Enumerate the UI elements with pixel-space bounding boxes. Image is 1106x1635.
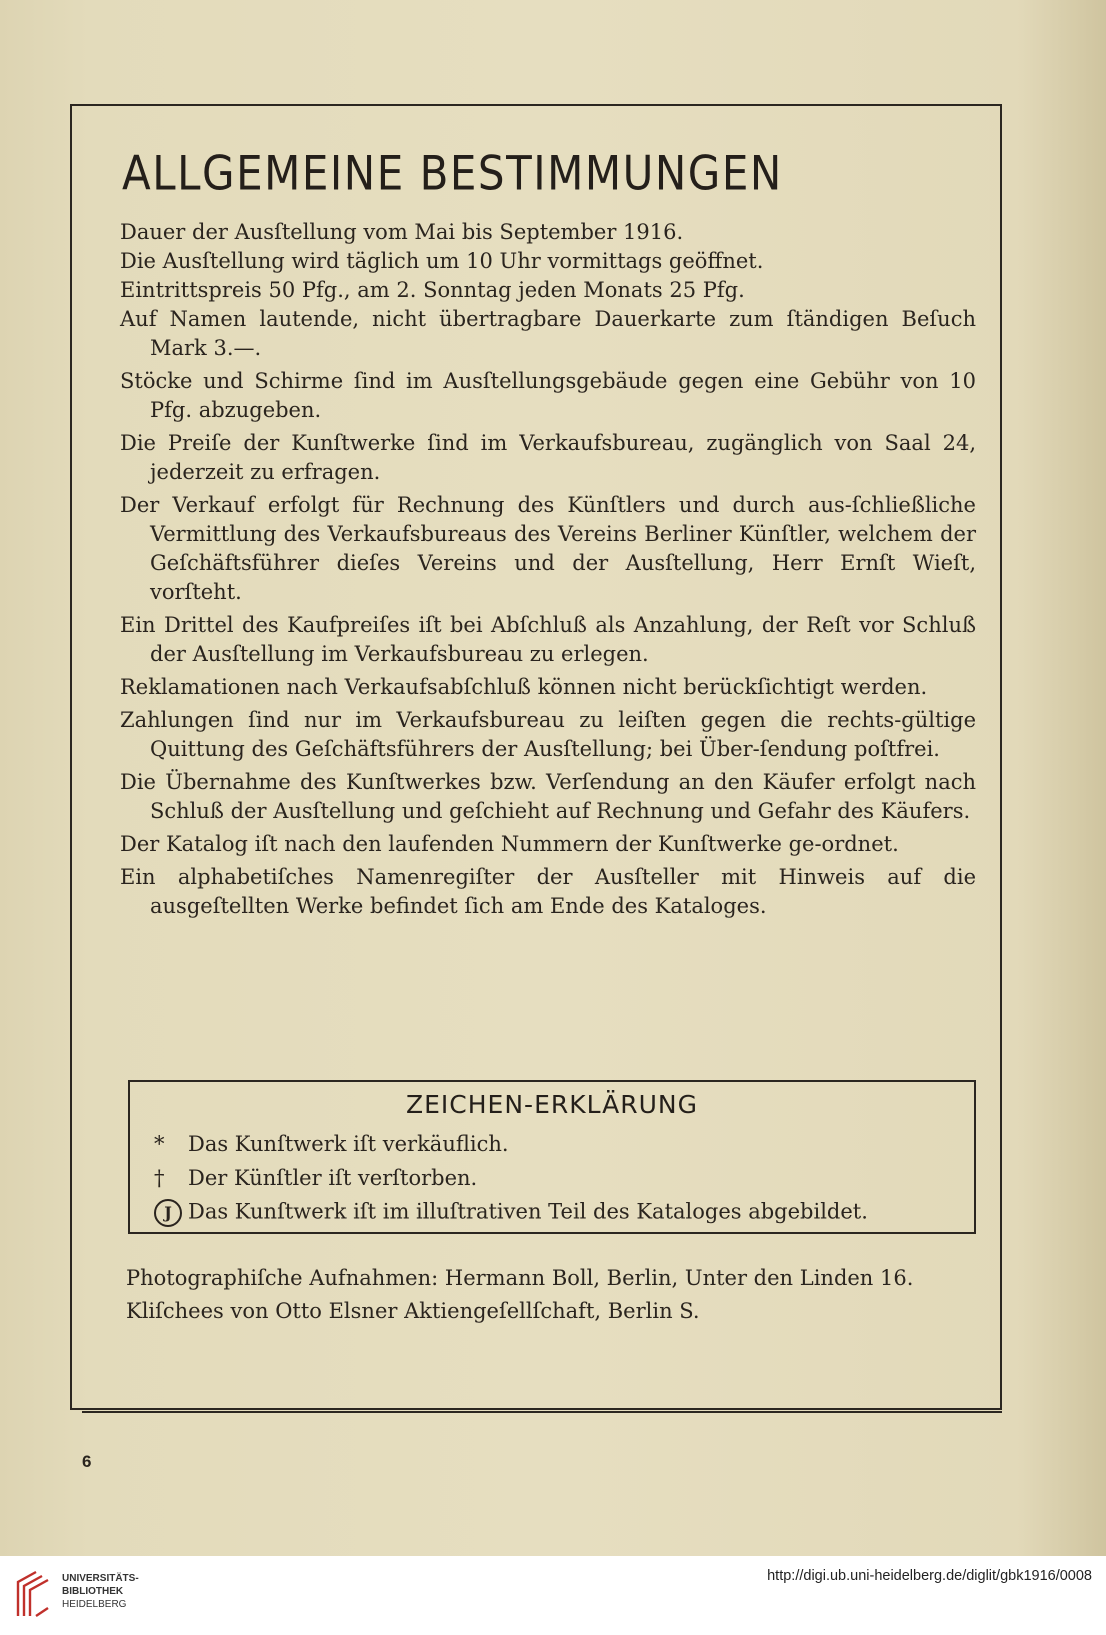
paragraph: Die Preiſe der Kunſtwerke ſind im Verkaufsbureau, zugänglich von Saal 24, jederzeit zu erfragen. xyxy=(120,431,976,484)
credit-line: Photographiſche Aufnahmen: Hermann Boll, Berlin, Unter den Linden 16. xyxy=(126,1266,914,1290)
credit-line: Kliſchees von Otto Elsner Aktiengeſellſchaft, Berlin S. xyxy=(126,1299,700,1323)
legend-item-text: Der Künſtler iſt verſtorben. xyxy=(188,1166,478,1190)
library-name-line: BIBLIOTHEK xyxy=(62,1586,124,1597)
legend-item-deceased xyxy=(154,1166,477,1190)
page-number: 6 xyxy=(82,1452,92,1471)
paragraph: Ein Drittel des Kaufpreiſes iſt bei Abſchluß als Anzahlung, der Reſt vor Schluß der Ausſtellung im Verkaufsbureau zu erlegen. xyxy=(120,613,976,666)
page-frame xyxy=(70,104,1002,1410)
paragraph: Der Verkauf erfolgt für Rechnung des Künſtlers und durch aus-ſchließliche Vermittlung des Verkaufsbureaus des Vereins Berliner Künſtler, welchem der Geſchäftsführer dieſes Vereins und der Ausſtellung, Herr Ernſt Wieſt, vorſteht. xyxy=(120,493,976,604)
circled-j-icon: J xyxy=(154,1199,182,1227)
library-logo-icon xyxy=(14,1568,52,1620)
library-name-line: HEIDELBERG xyxy=(62,1599,127,1610)
page-heading: ALLGEMEINE BESTIMMUNGEN xyxy=(122,146,783,201)
legend-item-text: Das Kunſtwerk iſt im illuſtrativen Teil des Kataloges abgebildet. xyxy=(188,1199,868,1224)
library-name-line: UNIVERSITÄTS- xyxy=(62,1573,139,1584)
paragraph: Reklamationen nach Verkaufsabſchluß können nicht berückſichtigt werden. xyxy=(120,675,928,699)
permalink-url[interactable]: http://digi.ub.uni-heidelberg.de/diglit/gbk1916/0008 xyxy=(767,1568,1092,1584)
legend-title: ZEICHEN-ERKLÄRUNG xyxy=(406,1090,698,1119)
paragraph: Ein alphabetiſches Namenregiſter der Ausſteller mit Hinweis auf die ausgeſtellten Werke befindet ſich am Ende des Kataloges. xyxy=(120,865,976,918)
frame-bottom-rule xyxy=(82,1411,1002,1413)
dagger-icon: † xyxy=(154,1166,165,1190)
paragraph: Stöcke und Schirme ſind im Ausſtellungsgebäude gegen eine Gebühr von 10 Pfg. abzugeben. xyxy=(120,369,976,422)
paragraph: Die Ausſtellung wird täglich um 10 Uhr vormittags geöffnet. xyxy=(120,249,764,273)
legend-item-text: Das Kunſtwerk iſt verkäuflich. xyxy=(188,1132,509,1156)
paragraph: Eintrittspreis 50 Pfg., am 2. Sonntag jeden Monats 25 Pfg. xyxy=(120,278,745,302)
paragraph: Auf Namen lautende, nicht übertragbare Dauerkarte zum ſtändigen Beſuch Mark 3.—. xyxy=(120,307,976,360)
paragraph: Die Übernahme des Kunſtwerkes bzw. Verſendung an den Käufer erfolgt nach Schluß der Ausſtellung und geſchieht auf Rechnung und Gefahr des Käufers. xyxy=(120,770,976,823)
paragraph: Zahlungen ſind nur im Verkaufsbureau zu leiſten gegen die rechts-gültige Quittung des Geſchäftsführers der Ausſtellung; bei Über-ſendung poſtfrei. xyxy=(120,708,976,761)
symbol-legend xyxy=(128,1080,976,1234)
legend-item-illustrated xyxy=(154,1199,868,1227)
paragraph: Dauer der Ausſtellung vom Mai bis September 1916. xyxy=(120,220,684,244)
legend-item-for-sale xyxy=(154,1132,509,1156)
photo-credits xyxy=(126,1264,978,1330)
regulations-text xyxy=(120,218,976,925)
library-name xyxy=(62,1572,139,1611)
digitization-footer xyxy=(0,1556,1106,1635)
paragraph: Der Katalog iſt nach den laufenden Nummern der Kunſtwerke ge-ordnet. xyxy=(120,832,899,856)
asterisk-icon: * xyxy=(154,1132,165,1156)
